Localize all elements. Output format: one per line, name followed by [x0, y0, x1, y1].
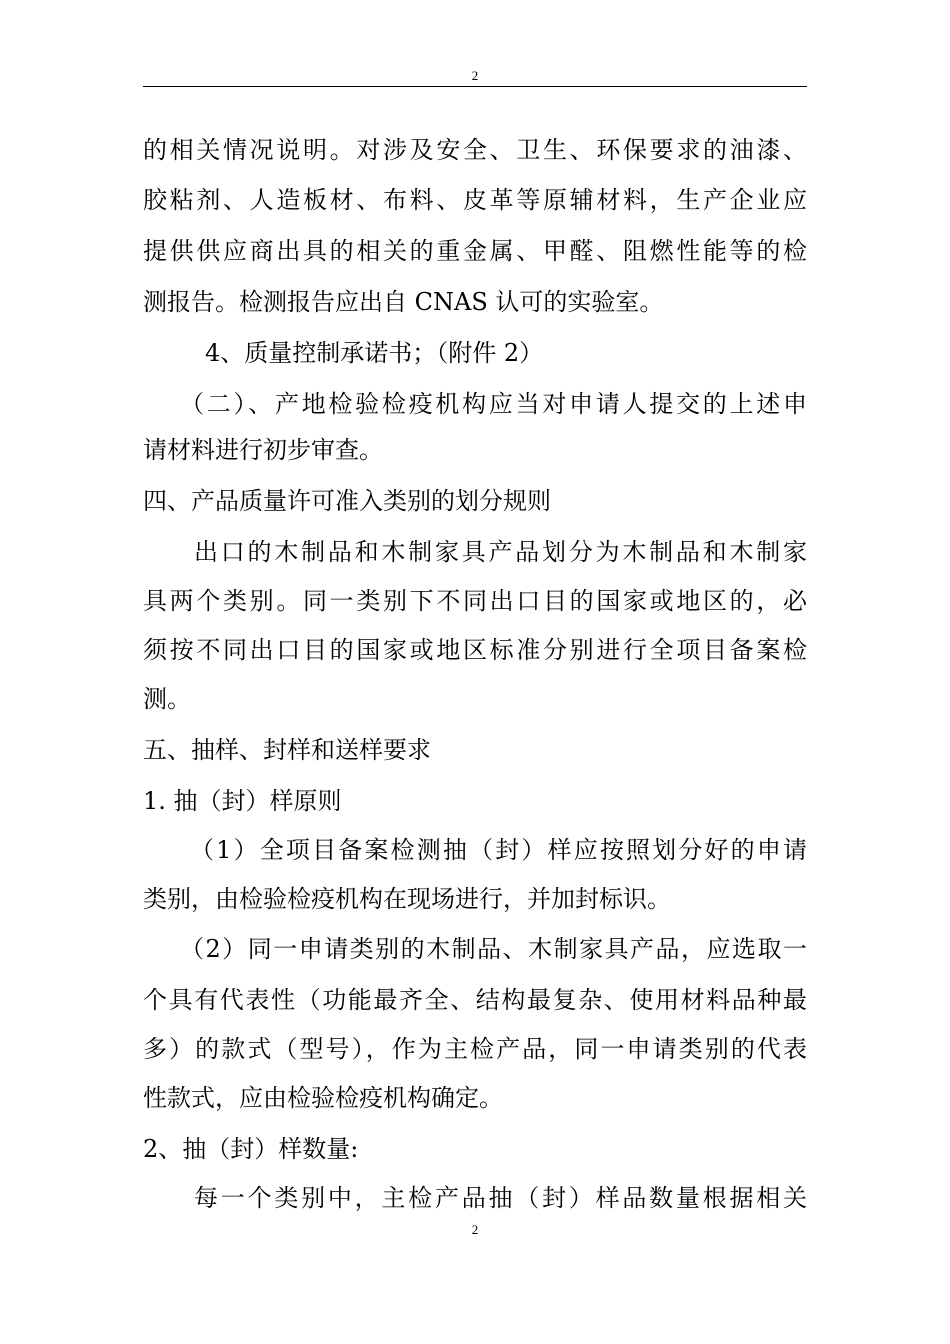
body-line: 个具有代表性（功能最齐全、结构最复杂、使用材料品种最: [143, 986, 807, 1014]
section-heading-4: 四、产品质量许可准入类别的划分规则: [143, 487, 551, 515]
subheading-sampling-quantity: 2、抽（封）样数量:: [143, 1135, 359, 1163]
section-item-review: （二）、产地检验检疫机构应当对申请人提交的上述申: [180, 390, 807, 418]
subheading-sampling-principle: 1. 抽（封）样原则: [143, 787, 342, 815]
header-page-number: 2: [471, 68, 479, 83]
body-line: 性款式，应由检验检疫机构确定。: [143, 1084, 503, 1112]
body-line: 类别，由检验检疫机构在现场进行，并加封标识。: [143, 885, 671, 913]
section-heading-5: 五、抽样、封样和送样要求: [143, 736, 431, 764]
footer-page-number: 2: [471, 1222, 479, 1237]
paragraph-start: 每一个类别中，主检产品抽（封）样品数量根据相关: [194, 1184, 807, 1212]
header-rule: [143, 86, 807, 87]
paragraph-start: （1）全项目备案检测抽（封）样应按照划分好的申请: [190, 836, 807, 864]
body-line: 须按不同出口目的国家或地区标准分别进行全项目备案检: [143, 636, 807, 664]
body-line: 提供供应商出具的相关的重金属、甲醛、阻燃性能等的检: [143, 237, 807, 265]
body-line: 胶粘剂、人造板材、布料、皮革等原辅材料，生产企业应: [143, 186, 807, 214]
paragraph-start: 出口的木制品和木制家具产品划分为木制品和木制家: [194, 538, 807, 566]
body-line: 具两个类别。同一类别下不同出口目的国家或地区的，必: [143, 587, 807, 615]
body-line: 请材料进行初步审查。: [143, 436, 383, 464]
body-line: 测报告。检测报告应出自 CNAS 认可的实验室。: [143, 288, 664, 316]
paragraph-start: （2）同一申请类别的木制品、木制家具产品，应选取一: [180, 935, 807, 963]
body-line: 测。: [143, 685, 191, 713]
list-item-commitment: 4、质量控制承诺书；（附件 2）: [205, 339, 544, 367]
body-line: 的相关情况说明。对涉及安全、卫生、环保要求的油漆、: [143, 136, 807, 164]
body-line: 多）的款式（型号），作为主检产品，同一申请类别的代表: [143, 1035, 807, 1063]
